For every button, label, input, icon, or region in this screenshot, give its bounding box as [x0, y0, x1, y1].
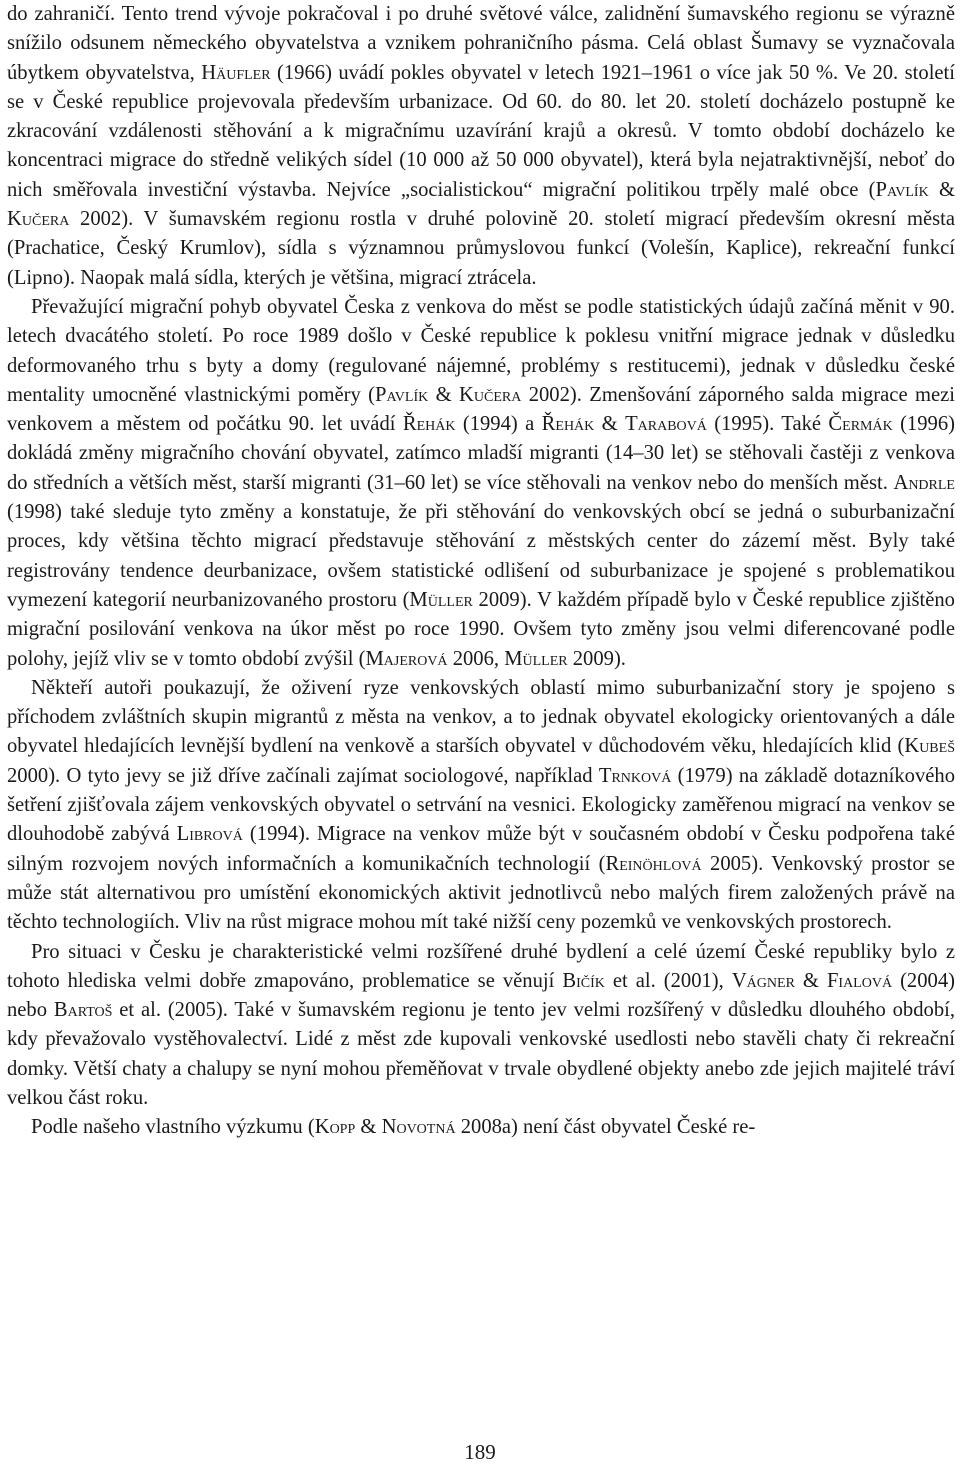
text-segment: Převažující migrační pohyb obyvatel Česka z venkova do měst se podle statistických údajů začíná měnit v 90. letech dvacátého století. Po roce 1989 došlo v České republice k poklesu vnitřní migrace jednak v důsledku deformovaného trhu s byty a domy (regulované nájemné, problémy s restitucemi), jednak v důsledku české mentality umocněné vlastnickými poměry (	[7, 295, 955, 406]
text-segment: &	[794, 969, 827, 992]
text-segment: 2009). V každém případě bylo v České republice zjištěno migrační posilování venkova na úkor měst po roce 1990. Ovšem tyto změny jsou velmi diferencované podle polohy, jejíž vliv se v tomto období zvýšil (	[7, 588, 955, 670]
author-name: Majerová	[365, 647, 448, 670]
author-name: Trnková	[598, 764, 672, 787]
text-segment: &	[428, 383, 460, 406]
author-name: Pavlík	[875, 178, 929, 201]
text-segment: &	[594, 413, 626, 436]
author-name: Bičík	[562, 969, 605, 992]
author-name: Řehák	[541, 413, 595, 436]
author-name: Müller	[409, 588, 473, 611]
text-segment: Podle našeho vlastního výzkumu (	[31, 1116, 315, 1139]
author-name: Reinöhlová	[605, 852, 702, 875]
text-segment: 2000). O tyto jevy se již dříve začínali zajímat sociologové, například	[7, 764, 599, 787]
text-segment: 2008a) není část obyvatel České re-	[455, 1116, 756, 1139]
paragraph	[7, 674, 955, 938]
text-segment: Pro situaci v Česku je charakteristické velmi rozšířené druhé bydlení a celé území České republiky bylo z tohoto hlediska velmi dobře zmapováno, problematice se věnují	[7, 940, 955, 992]
text-segment: et al. (2001),	[604, 969, 732, 992]
page-number: 189	[464, 1440, 496, 1464]
author-name: Čermák	[828, 413, 893, 436]
author-name: Fialová	[826, 969, 893, 992]
paragraph	[7, 293, 955, 674]
author-name: Pavlík	[375, 383, 429, 406]
text-segment: (1994) a	[455, 413, 542, 436]
text-segment: (1996) dokládá změny migračního chování obyvatel, zatímco mladší migranti (14–30 let) se stěhovali častěji z venkova do středních a větších měst, starší migranti (31–60 let) se více stěhovali na venkov nebo do menších měst.	[7, 413, 955, 494]
text-segment: (1994). Migrace na venkov může být v současném období v Česku podpořena také silným rozvojem nových informačních a komunikačních technologií (	[7, 823, 955, 875]
text-segment: (1998) také sleduje tyto změny a konstatuje, že při stěhování do venkovských obcí se jedná o suburbanizační proces, kdy většina těchto migrací představuje stěhování z městských center do zázemí měst. Byly také registrovány tendence deurbanizace, ovšem statistické odlišení od suburbanizace je spojené s problematikou vymezení kategorií neurbanizovaného prostoru (	[7, 501, 955, 611]
author-name: Tarabová	[625, 413, 707, 436]
paragraph	[7, 938, 955, 1114]
author-name: Kučera	[459, 383, 522, 406]
text-segment: &	[355, 1116, 382, 1139]
text-segment: (1995). Také	[706, 413, 829, 436]
text-segment: 2006,	[447, 647, 505, 670]
text-segment: Někteří autoři poukazují, že oživení ryze venkovských oblastí mimo suburbanizační story je spojeno s příchodem zvláštních skupin migrantů z města na venkov, a to jednak obyvatel ekologicky orientovaných a dále obyvatel hledajících levnější bydlení na venkově a starších obyvatel v důchodovém věku, hledajících klid (	[7, 676, 955, 758]
text-segment: et al. (2005). Také v šumavském regionu je tento jev velmi rozšířený v důsledku dlouhého období, kdy převažovalo vystěhovalectví. Lidé z měst zde kupovali venkovské usedlosti nebo stavěli chaty či rekreační domky. Větší chaty a chalupy se nyní mohou přeměňovat v trvale obydlené objekty anebo zde jejich majitelé tráví velkou část roku.	[7, 999, 955, 1109]
author-name: Kučera	[7, 208, 70, 231]
text-segment: 2005). Venkovský prostor se může stát alternativou pro umístění ekonomických aktivit jednotlivců nebo malých firem založených právě na těchto technologiích. Vliv na růst migrace mohou mít také nižší ceny pozemků ve venkovských prostorech.	[7, 852, 955, 934]
author-name: Vágner	[731, 969, 795, 992]
text-segment: (2004) nebo	[7, 969, 955, 1022]
author-name: Řehák	[402, 413, 456, 436]
author-name: Kopp	[314, 1116, 356, 1139]
text-body	[7, 0, 955, 1143]
text-segment: do zahraničí. Tento trend vývoje pokračoval i po druhé světové válce, zalidnění šumavského regionu se výrazně snížilo odsunem německého obyvatelstva a vznikem pohraničního pásma. Celá oblast Šumavy se vyznačovala úbytkem obyvatelstva,	[7, 3, 955, 84]
text-segment: &	[928, 178, 956, 201]
author-name: Kubeš	[904, 735, 955, 758]
author-name: Novotná	[381, 1116, 456, 1139]
author-name: Andrle	[893, 471, 955, 494]
text-segment: 2002). Zmenšování záporného salda migrace mezi venkovem a městem od počátku 90. let uvádí	[7, 383, 955, 436]
text-segment: (1966) uvádí pokles obyvatel v letech 1921–1961 o více jak 50 %. Ve 20. století se v České republice projevovala především urbanizace. Od 60. do 80. let 20. století docházelo postupně ke zkracování vzdálenosti stěhování a k migračnímu uzavírání krajů a okresů. V tomto období docházelo ke koncentraci migrace do středně velikých sídel (10 000 až 50 000 obyvatel), která byla nejatraktivnější, neboť do nich směřovala investiční výstavba. Nejvíce „socialistickou“ migrační politikou trpěly malé obce (	[7, 61, 956, 201]
paragraph	[7, 1113, 955, 1142]
author-name: Bartoš	[53, 999, 113, 1022]
author-name: Häufler	[201, 61, 271, 84]
author-name: Müller	[504, 647, 568, 670]
text-segment: 2002). V šumavském regionu rostla v druhé polovině 20. století migrací především okresní města (Prachatice, Český Krumlov), sídla s významnou průmyslovou funkcí (Volešín, Kaplice), rekreační funkcí (Lipno). Naopak malá sídla, kterých je většina, migrací ztrácela.	[7, 208, 955, 289]
author-name: Librová	[176, 823, 243, 846]
text-segment: (1979) na základě dotazníkového šetření zjišťovala zájem venkovských obyvatel o setrvání na vesnici. Ekologicky zaměřenou migrací na venkov se dlouhodobě zabývá	[7, 764, 955, 846]
text-segment: 2009).	[567, 647, 626, 670]
paragraph	[7, 0, 955, 293]
page-body	[7, 0, 955, 1143]
